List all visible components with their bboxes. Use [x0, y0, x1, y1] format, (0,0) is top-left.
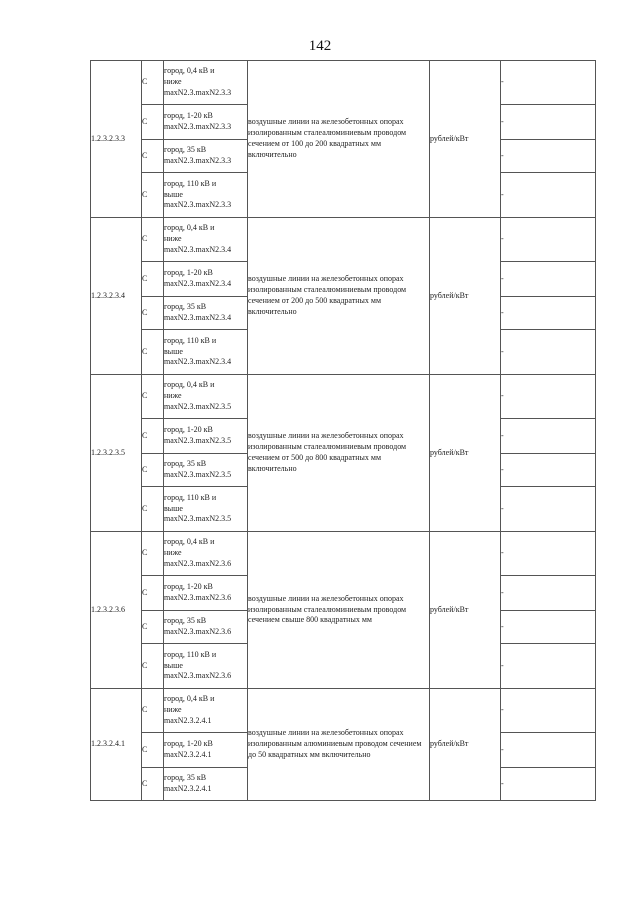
table-row — [91, 532, 596, 576]
zone-line: город, 1-20 кВ — [164, 739, 213, 749]
zone-line: maxN2.3.maxN2.3.4 — [164, 279, 232, 288]
category-letter: С — [142, 61, 164, 105]
zone-line: город, 1-20 кВ — [164, 425, 213, 435]
zone-line: ниже — [164, 548, 182, 558]
zone-line: maxN2.3.maxN2.3.3 — [164, 87, 232, 97]
category-letter: С — [142, 218, 164, 262]
tariff-table-body — [91, 61, 596, 801]
value-cell: - — [501, 644, 596, 689]
item-code: 1.2.3.2.3.5 — [91, 375, 142, 532]
item-code: 1.2.3.2.3.3 — [91, 61, 142, 218]
zone-line: maxN2.3.maxN2.3.6 — [164, 593, 232, 602]
zone-line: maxN2.3.maxN2.3.5 — [164, 436, 232, 445]
unit-cell: рублей/кВт — [430, 218, 501, 375]
value-cell: - — [501, 487, 596, 532]
zone-line: maxN2.3.maxN2.3.5 — [164, 470, 232, 479]
category-letter: С — [142, 454, 164, 487]
zone-cell — [164, 733, 248, 768]
zone-line: maxN2.3.maxN2.3.4 — [164, 357, 232, 367]
value-cell: - — [501, 419, 596, 454]
item-code: 1.2.3.2.3.6 — [91, 532, 142, 689]
item-code: 1.2.3.2.3.4 — [91, 218, 142, 375]
zone-line: maxN2.3.maxN2.3.4 — [164, 313, 232, 322]
zone-cell — [164, 140, 248, 173]
zone-line: город, 1-20 кВ — [164, 582, 213, 592]
zone-line: город, 0,4 кВ и — [164, 537, 215, 547]
value-cell: - — [501, 218, 596, 262]
value-cell: - — [501, 173, 596, 218]
zone-line: maxN2.3.maxN2.3.3 — [164, 200, 232, 210]
tariff-table — [90, 60, 596, 801]
zone-cell — [164, 330, 248, 375]
category-letter: С — [142, 140, 164, 173]
zone-line: ниже — [164, 77, 182, 87]
zone-line: город, 35 кВ — [164, 773, 207, 783]
zone-line: ниже — [164, 705, 182, 715]
zone-line: maxN2.3.maxN2.3.6 — [164, 558, 232, 568]
zone-cell — [164, 576, 248, 611]
value-cell: - — [501, 140, 596, 173]
zone-line: ниже — [164, 391, 182, 401]
zone-line: maxN2.3.maxN2.3.4 — [164, 244, 232, 254]
zone-cell — [164, 419, 248, 454]
zone-line: maxN2.3.maxN2.3.6 — [164, 627, 232, 636]
zone-line: город, 1-20 кВ — [164, 268, 213, 278]
category-letter: С — [142, 173, 164, 218]
zone-cell — [164, 297, 248, 330]
table-row — [91, 689, 596, 733]
category-letter: С — [142, 419, 164, 454]
line-description: воздушные линии на железобетонных опорах изолированным алюминиевым проводом сечением до 50 квадратных мм включительно — [248, 689, 430, 801]
line-description: воздушные линии на железобетонных опорах изолированным сталеалюминиевым проводом сечением от 500 до 800 квадратных мм включительно — [248, 375, 430, 532]
zone-line: выше — [164, 346, 183, 356]
zone-cell — [164, 644, 248, 689]
zone-line: maxN2.3.maxN2.3.5 — [164, 401, 232, 411]
value-cell: - — [501, 262, 596, 297]
zone-line: maxN2.3.maxN2.3.3 — [164, 122, 232, 131]
zone-line: maxN2.3.maxN2.3.3 — [164, 156, 232, 165]
unit-cell: рублей/кВт — [430, 61, 501, 218]
category-letter: С — [142, 644, 164, 689]
zone-line: город, 0,4 кВ и — [164, 380, 215, 390]
zone-line: город, 35 кВ — [164, 145, 207, 155]
item-code: 1.2.3.2.4.1 — [91, 689, 142, 801]
zone-line: maxN2.3.2.4.1 — [164, 784, 212, 793]
category-letter: С — [142, 532, 164, 576]
zone-line: город, 0,4 кВ и — [164, 66, 215, 76]
zone-line: город, 0,4 кВ и — [164, 694, 215, 704]
value-cell: - — [501, 768, 596, 801]
zone-line: maxN2.3.maxN2.3.6 — [164, 671, 232, 681]
zone-line: город, 110 кВ и — [164, 335, 217, 345]
zone-line: город, 35 кВ — [164, 616, 207, 626]
zone-cell — [164, 61, 248, 105]
zone-line: выше — [164, 189, 183, 199]
zone-line: город, 35 кВ — [164, 459, 207, 469]
category-letter: С — [142, 768, 164, 801]
value-cell: - — [501, 61, 596, 105]
zone-cell — [164, 689, 248, 733]
zone-line: город, 110 кВ и — [164, 649, 217, 659]
category-letter: С — [142, 733, 164, 768]
zone-line: город, 110 кВ и — [164, 492, 217, 502]
zone-line: город, 0,4 кВ и — [164, 223, 215, 233]
page-number: 142 — [308, 38, 332, 54]
value-cell: - — [501, 297, 596, 330]
value-cell: - — [501, 105, 596, 140]
value-cell: - — [501, 733, 596, 768]
zone-cell — [164, 375, 248, 419]
zone-cell — [164, 611, 248, 644]
line-description: воздушные линии на железобетонных опорах изолированным сталеалюминиевым проводом сечением от 100 до 200 квадратных мм включительно — [248, 61, 430, 218]
table-row — [91, 375, 596, 419]
zone-cell — [164, 532, 248, 576]
category-letter: С — [142, 330, 164, 375]
zone-line: город, 1-20 кВ — [164, 111, 213, 121]
value-cell: - — [501, 454, 596, 487]
value-cell: - — [501, 330, 596, 375]
category-letter: С — [142, 375, 164, 419]
unit-cell: рублей/кВт — [430, 532, 501, 689]
zone-line: город, 110 кВ и — [164, 178, 217, 188]
zone-cell — [164, 105, 248, 140]
zone-line: город, 35 кВ — [164, 302, 207, 312]
zone-cell — [164, 218, 248, 262]
line-description: воздушные линии на железобетонных опорах изолированным сталеалюминиевым проводом сечением свыше 800 квадратных мм — [248, 532, 430, 689]
category-letter: С — [142, 576, 164, 611]
zone-line: maxN2.3.2.4.1 — [164, 715, 212, 725]
zone-line: выше — [164, 503, 183, 513]
category-letter: С — [142, 262, 164, 297]
table-row — [91, 218, 596, 262]
value-cell: - — [501, 532, 596, 576]
zone-line: maxN2.3.2.4.1 — [164, 750, 212, 759]
zone-line: выше — [164, 660, 183, 670]
value-cell: - — [501, 689, 596, 733]
category-letter: С — [142, 105, 164, 140]
unit-cell: рублей/кВт — [430, 375, 501, 532]
value-cell: - — [501, 611, 596, 644]
value-cell: - — [501, 576, 596, 611]
line-description: воздушные линии на железобетонных опорах изолированным сталеалюминиевым проводом сечением от 200 до 500 квадратных мм включительно — [248, 218, 430, 375]
zone-cell — [164, 454, 248, 487]
zone-cell — [164, 262, 248, 297]
zone-cell — [164, 487, 248, 532]
category-letter: С — [142, 297, 164, 330]
category-letter: С — [142, 689, 164, 733]
category-letter: С — [142, 611, 164, 644]
unit-cell: рублей/кВт — [430, 689, 501, 801]
zone-cell — [164, 768, 248, 801]
value-cell: - — [501, 375, 596, 419]
zone-cell — [164, 173, 248, 218]
zone-line: ниже — [164, 234, 182, 244]
zone-line: maxN2.3.maxN2.3.5 — [164, 514, 232, 524]
category-letter: С — [142, 487, 164, 532]
table-row — [91, 61, 596, 105]
